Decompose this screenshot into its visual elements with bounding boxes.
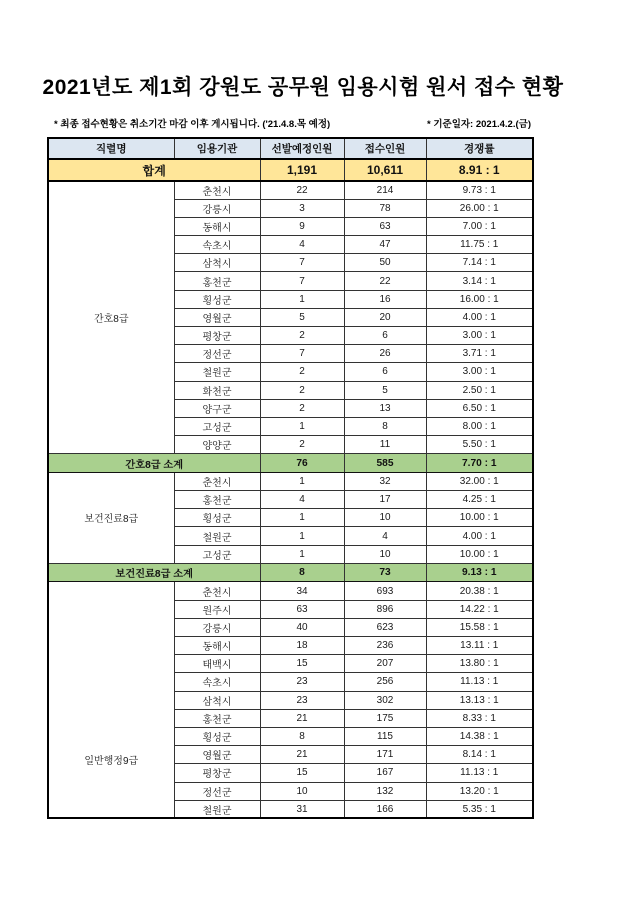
subtotal-applicants: 585 xyxy=(344,454,426,473)
cell-applicants: 20 xyxy=(344,308,426,326)
cell-applicants: 171 xyxy=(344,746,426,764)
subtotal-planned: 76 xyxy=(260,454,344,473)
cell-planned: 2 xyxy=(260,327,344,345)
cell-ratio: 13.20 : 1 xyxy=(426,782,533,800)
cell-agency: 태백시 xyxy=(174,655,260,673)
cell-applicants: 623 xyxy=(344,618,426,636)
total-planned: 1,191 xyxy=(260,159,344,181)
cell-job-series xyxy=(48,472,174,563)
cell-planned: 21 xyxy=(260,709,344,727)
header-agency: 임용기관 xyxy=(174,138,260,159)
cell-job-series xyxy=(48,181,174,454)
cell-planned: 18 xyxy=(260,637,344,655)
cell-applicants: 16 xyxy=(344,290,426,308)
cell-planned: 3 xyxy=(260,199,344,217)
cell-planned: 1 xyxy=(260,290,344,308)
cell-planned: 2 xyxy=(260,381,344,399)
cell-applicants: 22 xyxy=(344,272,426,290)
cell-applicants: 115 xyxy=(344,727,426,745)
cell-applicants: 10 xyxy=(344,509,426,527)
cell-planned: 10 xyxy=(260,782,344,800)
subtotal-planned: 8 xyxy=(260,563,344,582)
cell-ratio: 10.00 : 1 xyxy=(426,545,533,563)
grand-total-row xyxy=(48,159,533,181)
cell-applicants: 17 xyxy=(344,491,426,509)
cell-ratio: 4.25 : 1 xyxy=(426,491,533,509)
cell-planned: 7 xyxy=(260,345,344,363)
cell-job-series xyxy=(48,582,174,818)
cell-agency: 영월군 xyxy=(174,308,260,326)
cell-agency: 정선군 xyxy=(174,345,260,363)
cell-planned: 4 xyxy=(260,236,344,254)
cell-agency: 춘천시 xyxy=(174,181,260,199)
cell-applicants: 302 xyxy=(344,691,426,709)
cell-planned: 22 xyxy=(260,181,344,199)
subtotal-label: 보건진료8급 소계 xyxy=(48,563,260,582)
cell-planned: 23 xyxy=(260,673,344,691)
subtotal-row xyxy=(48,454,533,473)
cell-planned: 1 xyxy=(260,509,344,527)
cell-ratio: 32.00 : 1 xyxy=(426,472,533,490)
cell-planned: 9 xyxy=(260,217,344,235)
cell-ratio: 10.00 : 1 xyxy=(426,509,533,527)
cell-ratio: 14.22 : 1 xyxy=(426,600,533,618)
subtotal-label: 간호8급 소계 xyxy=(48,454,260,473)
cell-ratio: 4.00 : 1 xyxy=(426,308,533,326)
cell-ratio: 26.00 : 1 xyxy=(426,199,533,217)
cell-applicants: 256 xyxy=(344,673,426,691)
cell-applicants: 10 xyxy=(344,545,426,563)
cell-applicants: 78 xyxy=(344,199,426,217)
cell-agency: 철원군 xyxy=(174,527,260,545)
cell-planned: 4 xyxy=(260,491,344,509)
cell-applicants: 207 xyxy=(344,655,426,673)
cell-agency: 평창군 xyxy=(174,327,260,345)
cell-ratio: 3.00 : 1 xyxy=(426,327,533,345)
group-label: 일반행정9급 xyxy=(84,756,139,768)
cell-ratio: 16.00 : 1 xyxy=(426,290,533,308)
cell-agency: 평창군 xyxy=(174,764,260,782)
cell-agency: 화천군 xyxy=(174,381,260,399)
cell-agency: 속초시 xyxy=(174,236,260,254)
cell-ratio: 5.35 : 1 xyxy=(426,800,533,818)
cell-planned: 23 xyxy=(260,691,344,709)
cell-agency: 고성군 xyxy=(174,545,260,563)
cell-planned: 1 xyxy=(260,527,344,545)
cell-agency: 삼척시 xyxy=(174,254,260,272)
subtotal-row xyxy=(48,563,533,582)
table-row xyxy=(48,582,533,600)
cell-agency: 춘천시 xyxy=(174,582,260,600)
cell-agency: 삼척시 xyxy=(174,691,260,709)
cell-ratio: 13.11 : 1 xyxy=(426,637,533,655)
cell-ratio: 5.50 : 1 xyxy=(426,436,533,454)
cell-agency: 정선군 xyxy=(174,782,260,800)
cell-agency: 철원군 xyxy=(174,800,260,818)
cell-ratio: 13.13 : 1 xyxy=(426,691,533,709)
cell-agency: 강릉시 xyxy=(174,618,260,636)
cell-planned: 2 xyxy=(260,436,344,454)
cell-ratio: 2.50 : 1 xyxy=(426,381,533,399)
cell-ratio: 8.14 : 1 xyxy=(426,746,533,764)
cell-planned: 40 xyxy=(260,618,344,636)
cell-applicants: 132 xyxy=(344,782,426,800)
cell-applicants: 896 xyxy=(344,600,426,618)
cell-ratio: 7.14 : 1 xyxy=(426,254,533,272)
cell-applicants: 175 xyxy=(344,709,426,727)
header-planned: 선발예정인원 xyxy=(260,138,344,159)
cell-ratio: 3.14 : 1 xyxy=(426,272,533,290)
cell-applicants: 4 xyxy=(344,527,426,545)
cell-agency: 홍천군 xyxy=(174,272,260,290)
cell-agency: 속초시 xyxy=(174,673,260,691)
cell-applicants: 32 xyxy=(344,472,426,490)
notes-row xyxy=(54,116,531,130)
cell-ratio: 3.71 : 1 xyxy=(426,345,533,363)
table-row xyxy=(48,181,533,199)
cell-ratio: 11.75 : 1 xyxy=(426,236,533,254)
cell-planned: 63 xyxy=(260,600,344,618)
cell-applicants: 5 xyxy=(344,381,426,399)
cell-planned: 15 xyxy=(260,764,344,782)
cell-agency: 춘천시 xyxy=(174,472,260,490)
cell-agency: 횡성군 xyxy=(174,290,260,308)
cell-planned: 1 xyxy=(260,545,344,563)
header-job-series: 직렬명 xyxy=(48,138,174,159)
cell-applicants: 13 xyxy=(344,399,426,417)
cell-applicants: 8 xyxy=(344,417,426,435)
subtotal-ratio: 7.70 : 1 xyxy=(426,454,533,473)
cell-agency: 양구군 xyxy=(174,399,260,417)
table-row xyxy=(48,472,533,490)
cell-planned: 2 xyxy=(260,363,344,381)
total-applicants: 10,611 xyxy=(344,159,426,181)
table-header-row xyxy=(48,138,533,159)
total-ratio: 8.91 : 1 xyxy=(426,159,533,181)
cell-planned: 34 xyxy=(260,582,344,600)
note-final-status: * 최종 접수현황은 취소기간 마감 이후 게시됩니다. ('21.4.8.목 예정) xyxy=(54,119,331,130)
cell-ratio: 3.00 : 1 xyxy=(426,363,533,381)
total-label: 합계 xyxy=(48,159,260,181)
group-label: 보건진료8급 xyxy=(84,514,139,526)
note-reference-date: * 기준일자: 2021.4.2.(금) xyxy=(427,119,531,130)
cell-agency: 동해시 xyxy=(174,637,260,655)
cell-applicants: 50 xyxy=(344,254,426,272)
cell-planned: 2 xyxy=(260,399,344,417)
cell-applicants: 47 xyxy=(344,236,426,254)
cell-applicants: 26 xyxy=(344,345,426,363)
cell-agency: 횡성군 xyxy=(174,727,260,745)
cell-agency: 강릉시 xyxy=(174,199,260,217)
cell-ratio: 14.38 : 1 xyxy=(426,727,533,745)
cell-planned: 21 xyxy=(260,746,344,764)
cell-applicants: 693 xyxy=(344,582,426,600)
cell-applicants: 11 xyxy=(344,436,426,454)
subtotal-applicants: 73 xyxy=(344,563,426,582)
cell-planned: 7 xyxy=(260,272,344,290)
subtotal-ratio: 9.13 : 1 xyxy=(426,563,533,582)
cell-planned: 1 xyxy=(260,472,344,490)
cell-ratio: 11.13 : 1 xyxy=(426,673,533,691)
cell-applicants: 167 xyxy=(344,764,426,782)
cell-ratio: 6.50 : 1 xyxy=(426,399,533,417)
cell-planned: 15 xyxy=(260,655,344,673)
cell-ratio: 15.58 : 1 xyxy=(426,618,533,636)
cell-applicants: 6 xyxy=(344,363,426,381)
cell-agency: 횡성군 xyxy=(174,509,260,527)
cell-agency: 홍천군 xyxy=(174,709,260,727)
cell-applicants: 236 xyxy=(344,637,426,655)
cell-planned: 5 xyxy=(260,308,344,326)
application-status-table xyxy=(47,137,534,819)
cell-planned: 8 xyxy=(260,727,344,745)
cell-planned: 31 xyxy=(260,800,344,818)
cell-planned: 7 xyxy=(260,254,344,272)
cell-applicants: 63 xyxy=(344,217,426,235)
cell-applicants: 214 xyxy=(344,181,426,199)
cell-planned: 1 xyxy=(260,417,344,435)
cell-agency: 동해시 xyxy=(174,217,260,235)
cell-ratio: 7.00 : 1 xyxy=(426,217,533,235)
cell-ratio: 8.33 : 1 xyxy=(426,709,533,727)
cell-agency: 철원군 xyxy=(174,363,260,381)
cell-ratio: 11.13 : 1 xyxy=(426,764,533,782)
cell-ratio: 13.80 : 1 xyxy=(426,655,533,673)
cell-applicants: 166 xyxy=(344,800,426,818)
cell-agency: 원주시 xyxy=(174,600,260,618)
cell-ratio: 4.00 : 1 xyxy=(426,527,533,545)
group-label: 간호8급 xyxy=(93,314,129,326)
cell-ratio: 8.00 : 1 xyxy=(426,417,533,435)
header-applicants: 접수인원 xyxy=(344,138,426,159)
cell-ratio: 9.73 : 1 xyxy=(426,181,533,199)
cell-agency: 고성군 xyxy=(174,417,260,435)
header-ratio: 경쟁률 xyxy=(426,138,533,159)
cell-applicants: 6 xyxy=(344,327,426,345)
cell-agency: 양양군 xyxy=(174,436,260,454)
cell-ratio: 20.38 : 1 xyxy=(426,582,533,600)
cell-agency: 영월군 xyxy=(174,746,260,764)
page-title: 2021년도 제1회 강원도 공무원 임용시험 원서 접수 현황 xyxy=(42,76,564,99)
cell-agency: 홍천군 xyxy=(174,491,260,509)
